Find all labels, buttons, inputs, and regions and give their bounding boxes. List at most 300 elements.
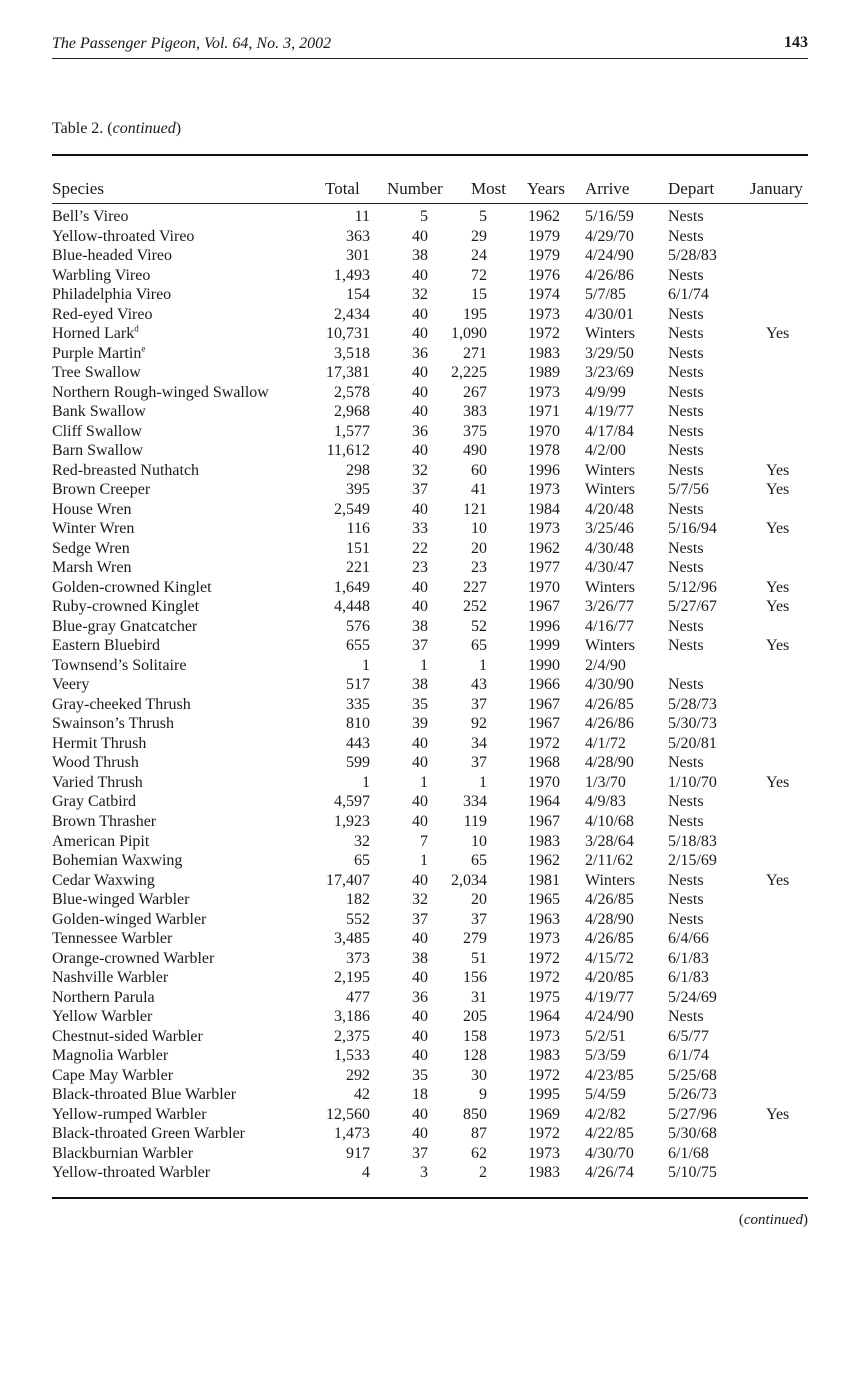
table-row — [52, 832, 808, 852]
cell-total: 3,485 — [334, 930, 370, 948]
cell-depart: Nests — [668, 227, 704, 245]
cell-total: 2,195 — [334, 969, 370, 987]
cell-depart: 6/5/77 — [668, 1027, 709, 1045]
cell-most: 37 — [471, 910, 487, 928]
cell-depart: Nests — [668, 500, 704, 518]
cell-arrive: 4/26/85 — [585, 930, 634, 948]
cell-depart: 5/16/94 — [668, 520, 717, 538]
table-row — [52, 597, 808, 617]
cell-january: Yes — [766, 325, 790, 343]
cell-number: 40 — [412, 812, 428, 830]
cell-years: 1983 — [528, 1164, 560, 1182]
species-name: Bohemian Waxwing — [52, 852, 183, 870]
footnote-marker: e — [141, 343, 146, 354]
cell-total: 4,597 — [334, 793, 370, 811]
cell-number: 40 — [412, 1008, 428, 1026]
table-row — [52, 1105, 808, 1125]
cell-most: 156 — [463, 969, 487, 987]
cell-years: 1974 — [528, 286, 560, 304]
cell-most: 43 — [471, 676, 487, 694]
cell-years: 1970 — [528, 773, 560, 791]
cell-years: 1973 — [528, 305, 560, 323]
cell-total: 10,731 — [326, 325, 370, 343]
cell-number: 23 — [412, 559, 428, 577]
cell-total: 552 — [346, 910, 370, 928]
col-header-number: Number — [387, 179, 443, 198]
table-row — [52, 1163, 808, 1183]
cell-years: 1964 — [528, 1008, 560, 1026]
table-row — [52, 558, 808, 578]
cell-arrive: 3/29/50 — [585, 344, 634, 362]
col-header-years: Years — [527, 179, 565, 198]
cell-depart: 6/1/83 — [668, 969, 709, 987]
cell-number: 38 — [412, 949, 428, 967]
cell-january: Yes — [766, 520, 790, 538]
cell-arrive: 4/26/86 — [585, 266, 634, 284]
cell-depart: Nests — [668, 305, 704, 323]
cell-years: 1968 — [528, 754, 560, 772]
cell-most: 1 — [479, 656, 487, 674]
cell-total: 298 — [346, 461, 370, 479]
cell-depart: Nests — [668, 617, 704, 635]
cell-arrive: 4/26/74 — [585, 1164, 634, 1182]
cell-total: 917 — [346, 1144, 370, 1162]
cell-number: 32 — [412, 461, 428, 479]
table-row — [52, 988, 808, 1008]
cell-arrive: 4/30/48 — [585, 539, 634, 557]
cell-number: 36 — [412, 344, 428, 362]
cell-years: 1972 — [528, 1066, 560, 1084]
cell-number: 37 — [412, 637, 428, 655]
cell-number: 22 — [412, 539, 428, 557]
table-row — [52, 714, 808, 734]
cell-years: 1984 — [528, 500, 560, 518]
cell-most: 87 — [471, 1125, 487, 1143]
cell-species — [52, 695, 191, 714]
cell-years: 1989 — [528, 364, 560, 382]
cell-species — [52, 227, 194, 246]
species-name: Black-throated Blue Warbler — [52, 1086, 237, 1104]
species-name: Philadelphia Vireo — [52, 286, 172, 304]
cell-species — [52, 949, 214, 968]
cell-arrive: 4/26/85 — [585, 695, 634, 713]
cell-total: 154 — [346, 286, 370, 304]
cell-years: 1966 — [528, 676, 560, 694]
species-name: Varied Thrush — [52, 773, 143, 791]
cell-depart: 5/27/96 — [668, 1105, 717, 1123]
cell-years: 1975 — [528, 988, 560, 1006]
cell-arrive: Winters — [585, 461, 636, 479]
cell-number: 36 — [412, 422, 428, 440]
table-row — [52, 1066, 808, 1086]
cell-january: Yes — [766, 1105, 790, 1123]
cell-depart: 5/20/81 — [668, 734, 717, 752]
cell-total: 2,375 — [334, 1027, 370, 1045]
cell-depart: Nests — [668, 891, 704, 909]
cell-arrive: 1/3/70 — [585, 773, 626, 791]
table-row — [52, 207, 808, 227]
cell-total: 1,577 — [334, 422, 370, 440]
cell-depart: 1/10/70 — [668, 773, 717, 791]
species-name: Blue-headed Vireo — [52, 247, 173, 265]
cell-arrive: 4/1/72 — [585, 734, 626, 752]
species-name: Black-throated Green Warbler — [52, 1125, 245, 1143]
species-name: Horned Lark — [52, 325, 135, 343]
cell-species — [52, 812, 156, 831]
species-name: Gray Catbird — [52, 793, 136, 811]
cell-depart: 5/10/75 — [668, 1164, 717, 1182]
cell-number: 37 — [412, 1144, 428, 1162]
cell-arrive: 5/16/59 — [585, 208, 634, 225]
cell-most: 51 — [471, 949, 487, 967]
cell-depart: 6/1/83 — [668, 949, 709, 967]
cell-years: 1996 — [528, 461, 560, 479]
species-name: Northern Parula — [52, 988, 155, 1006]
table-row — [52, 383, 808, 403]
cell-years: 1969 — [528, 1105, 560, 1123]
cell-species — [52, 792, 136, 811]
cell-total: 221 — [346, 559, 370, 577]
table-row — [52, 519, 808, 539]
cell-depart: Nests — [668, 1008, 704, 1026]
cell-total: 1,923 — [334, 812, 370, 830]
cell-depart: 5/18/83 — [668, 832, 717, 850]
cell-species — [52, 871, 155, 890]
cell-arrive: 4/30/90 — [585, 676, 634, 694]
species-name: American Pipit — [52, 832, 150, 850]
cell-species — [52, 656, 186, 675]
cell-species — [52, 1027, 203, 1046]
cell-total: 1,493 — [334, 266, 370, 284]
continued-prefix: ( — [738, 1212, 744, 1228]
cell-depart: 5/7/56 — [668, 481, 709, 499]
cell-number: 40 — [412, 1125, 428, 1143]
cell-total: 2,578 — [334, 383, 370, 401]
cell-number: 40 — [412, 754, 428, 772]
cell-depart: Nests — [668, 793, 704, 811]
species-name: Brown Thrasher — [52, 812, 157, 830]
cell-total: 395 — [346, 481, 370, 499]
table-row — [52, 617, 808, 637]
cell-most: 252 — [463, 598, 487, 616]
cell-depart: 2/15/69 — [668, 852, 717, 870]
cell-years: 1990 — [528, 656, 560, 674]
cell-years: 1979 — [528, 247, 560, 265]
cell-most: 20 — [471, 891, 487, 909]
cell-most: 65 — [471, 637, 487, 655]
species-name: Tennessee Warbler — [52, 930, 173, 948]
cell-number: 40 — [412, 500, 428, 518]
cell-years: 1973 — [528, 383, 560, 401]
cell-total: 17,381 — [326, 364, 370, 382]
table-row — [52, 734, 808, 754]
table-header-row — [52, 179, 808, 201]
cell-arrive: 4/29/70 — [585, 227, 634, 245]
cell-most: 375 — [463, 422, 487, 440]
cell-total: 443 — [346, 734, 370, 752]
cell-total: 182 — [346, 891, 370, 909]
cell-number: 37 — [412, 481, 428, 499]
cell-january: Yes — [766, 637, 790, 655]
caption-prefix: Table 2. ( — [52, 120, 113, 137]
cell-years: 1973 — [528, 520, 560, 538]
cell-years: 1962 — [528, 208, 560, 225]
species-name: Yellow-rumped Warbler — [52, 1105, 207, 1123]
cell-most: 9 — [479, 1086, 487, 1104]
cell-arrive: 3/25/46 — [585, 520, 634, 538]
cell-arrive: 4/30/47 — [585, 559, 634, 577]
cell-species — [52, 500, 131, 519]
species-name: Warbling Vireo — [52, 266, 151, 284]
cell-number: 18 — [412, 1086, 428, 1104]
table-row — [52, 363, 808, 383]
cell-total: 2,968 — [334, 403, 370, 421]
cell-species — [52, 402, 146, 421]
cell-species — [52, 597, 199, 616]
cell-number: 35 — [412, 1066, 428, 1084]
cell-years: 1970 — [528, 578, 560, 596]
cell-arrive: 4/26/86 — [585, 715, 634, 733]
cell-species — [52, 1163, 210, 1182]
cell-arrive: 4/17/84 — [585, 422, 634, 440]
cell-depart: 5/28/73 — [668, 695, 717, 713]
cell-arrive: 4/20/48 — [585, 500, 634, 518]
cell-species — [52, 519, 134, 538]
cell-species — [52, 383, 269, 402]
cell-arrive: 4/23/85 — [585, 1066, 634, 1084]
cell-most: 30 — [471, 1066, 487, 1084]
cell-number: 38 — [412, 676, 428, 694]
cell-years: 1973 — [528, 1144, 560, 1162]
cell-arrive: 2/4/90 — [585, 656, 626, 674]
table-row — [52, 1144, 808, 1164]
cell-most: 195 — [463, 305, 487, 323]
cell-depart: Nests — [668, 754, 704, 772]
cell-species — [52, 285, 171, 304]
species-name: Chestnut-sided Warbler — [52, 1027, 203, 1045]
species-name: Marsh Wren — [52, 559, 132, 577]
cell-years: 1981 — [528, 871, 560, 889]
cell-species — [52, 617, 197, 636]
cell-species — [52, 1066, 173, 1085]
cell-depart: Nests — [668, 422, 704, 440]
cell-most: 72 — [471, 266, 487, 284]
table-row — [52, 1007, 808, 1027]
cell-number: 40 — [412, 305, 428, 323]
cell-number: 40 — [412, 1047, 428, 1065]
cell-depart: 5/27/67 — [668, 598, 717, 616]
cell-depart: 5/26/73 — [668, 1086, 717, 1104]
cell-arrive: 4/20/85 — [585, 969, 634, 987]
cell-total: 32 — [354, 832, 370, 850]
journal-citation: The Passenger Pigeon, Vol. 64, No. 3, 2002 — [52, 35, 332, 52]
cell-number: 40 — [412, 1027, 428, 1045]
table-row — [52, 578, 808, 598]
cell-species — [52, 929, 172, 948]
table-row — [52, 890, 808, 910]
cell-number: 1 — [420, 773, 428, 791]
cell-january: Yes — [766, 578, 790, 596]
cell-depart: Nests — [668, 871, 704, 889]
cell-total: 4,448 — [334, 598, 370, 616]
table-row — [52, 910, 808, 930]
cell-total: 2,434 — [334, 305, 370, 323]
cell-number: 40 — [412, 227, 428, 245]
table-row — [52, 792, 808, 812]
col-header-species: Species — [52, 179, 104, 198]
cell-number: 40 — [412, 325, 428, 343]
species-name: Bell’s Vireo — [52, 208, 129, 225]
cell-total: 1 — [362, 656, 370, 674]
table-row — [52, 324, 808, 344]
species-name: Cape May Warbler — [52, 1066, 174, 1084]
cell-years: 1995 — [528, 1086, 560, 1104]
cell-most: 128 — [463, 1047, 487, 1065]
cell-arrive: 4/2/82 — [585, 1105, 626, 1123]
cell-species — [52, 363, 141, 382]
cell-depart: Nests — [668, 383, 704, 401]
cell-total: 11,612 — [326, 442, 370, 460]
species-name: Gray-cheeked Thrush — [52, 695, 191, 713]
cell-most: 334 — [463, 793, 487, 811]
cell-species — [52, 968, 168, 987]
cell-depart: 5/30/73 — [668, 715, 717, 733]
table-row — [52, 441, 808, 461]
cell-total: 599 — [346, 754, 370, 772]
cell-number: 40 — [412, 383, 428, 401]
cell-years: 1983 — [528, 344, 560, 362]
cell-depart: 6/1/68 — [668, 1144, 709, 1162]
cell-arrive: 3/28/64 — [585, 832, 634, 850]
cell-depart: Nests — [668, 344, 704, 362]
cell-depart: Nests — [668, 676, 704, 694]
table-row — [52, 1124, 808, 1144]
cell-species — [52, 207, 129, 226]
cell-depart: Nests — [668, 812, 704, 830]
species-name: Barn Swallow — [52, 442, 144, 460]
cell-most: 37 — [471, 695, 487, 713]
cell-years: 1964 — [528, 793, 560, 811]
cell-years: 1963 — [528, 910, 560, 928]
cell-arrive: 4/30/70 — [585, 1144, 634, 1162]
cell-most: 62 — [471, 1144, 487, 1162]
cell-arrive: 4/19/77 — [585, 988, 634, 1006]
cell-depart: Nests — [668, 266, 704, 284]
species-name: Northern Rough-winged Swallow — [52, 383, 269, 401]
cell-species — [52, 539, 130, 558]
cell-species — [52, 441, 143, 460]
cell-arrive: Winters — [585, 578, 636, 596]
cell-species — [52, 305, 152, 324]
cell-most: 52 — [471, 617, 487, 635]
cell-arrive: 4/28/90 — [585, 910, 634, 928]
species-name: Wood Thrush — [52, 754, 139, 772]
species-name: Townsend’s Solitaire — [52, 656, 187, 674]
cell-january: Yes — [766, 481, 790, 499]
cell-years: 1983 — [528, 1047, 560, 1065]
cell-total: 4 — [362, 1164, 370, 1182]
cell-years: 1979 — [528, 227, 560, 245]
cell-depart: Nests — [668, 637, 704, 655]
cell-years: 1972 — [528, 1125, 560, 1143]
cell-total: 2,549 — [334, 500, 370, 518]
cell-years: 1996 — [528, 617, 560, 635]
cell-arrive: Winters — [585, 481, 636, 499]
species-name: Cliff Swallow — [52, 422, 142, 440]
cell-arrive: 4/16/77 — [585, 617, 634, 635]
cell-total: 1,533 — [334, 1047, 370, 1065]
cell-total: 1 — [362, 773, 370, 791]
cell-most: 24 — [471, 247, 487, 265]
cell-number: 40 — [412, 930, 428, 948]
cell-number: 40 — [412, 1105, 428, 1123]
cell-number: 1 — [420, 656, 428, 674]
cell-total: 3,518 — [334, 344, 370, 362]
cell-arrive: 4/24/90 — [585, 247, 634, 265]
table-row — [52, 480, 808, 500]
cell-most: 10 — [471, 832, 487, 850]
cell-years: 1967 — [528, 598, 560, 616]
cell-arrive: 5/4/59 — [585, 1086, 626, 1104]
table-row — [52, 695, 808, 715]
cell-years: 1973 — [528, 1027, 560, 1045]
species-name: Bank Swallow — [52, 403, 146, 421]
cell-most: 121 — [463, 500, 487, 518]
continued-italic: continued — [743, 1212, 803, 1228]
cell-number: 40 — [412, 793, 428, 811]
table-caption — [52, 120, 181, 138]
table-bottom-rule — [52, 1197, 808, 1199]
species-name: Cedar Waxwing — [52, 871, 155, 889]
col-header-january: January — [750, 179, 803, 198]
cell-years: 1978 — [528, 442, 560, 460]
cell-most: 5 — [479, 208, 487, 225]
cell-most: 37 — [471, 754, 487, 772]
table-row — [52, 500, 808, 520]
cell-total: 810 — [346, 715, 370, 733]
species-name: Yellow-throated Warbler — [52, 1164, 211, 1182]
cell-arrive: Winters — [585, 637, 636, 655]
cell-species — [52, 851, 182, 870]
table-row — [52, 773, 808, 793]
cell-years: 1972 — [528, 325, 560, 343]
cell-depart: Nests — [668, 461, 704, 479]
cell-most: 2,034 — [451, 871, 487, 889]
col-header-most: Most — [471, 179, 506, 198]
cell-number: 1 — [420, 852, 428, 870]
cell-years: 1970 — [528, 422, 560, 440]
cell-most: 227 — [463, 578, 487, 596]
cell-number: 40 — [412, 969, 428, 987]
cell-years: 1962 — [528, 539, 560, 557]
table-row — [52, 422, 808, 442]
cell-most: 31 — [471, 988, 487, 1006]
cell-years: 1977 — [528, 559, 560, 577]
cell-most: 267 — [463, 383, 487, 401]
cell-arrive: 4/22/85 — [585, 1125, 634, 1143]
cell-most: 850 — [463, 1105, 487, 1123]
cell-depart: Nests — [668, 539, 704, 557]
cell-number: 36 — [412, 988, 428, 1006]
cell-number: 39 — [412, 715, 428, 733]
species-name: Blackburnian Warbler — [52, 1144, 194, 1162]
caption-suffix: ) — [175, 120, 182, 137]
continued-suffix: ) — [803, 1212, 808, 1228]
cell-most: 23 — [471, 559, 487, 577]
cell-arrive: 5/2/51 — [585, 1027, 626, 1045]
table-row — [52, 929, 808, 949]
cell-most: 15 — [471, 286, 487, 304]
